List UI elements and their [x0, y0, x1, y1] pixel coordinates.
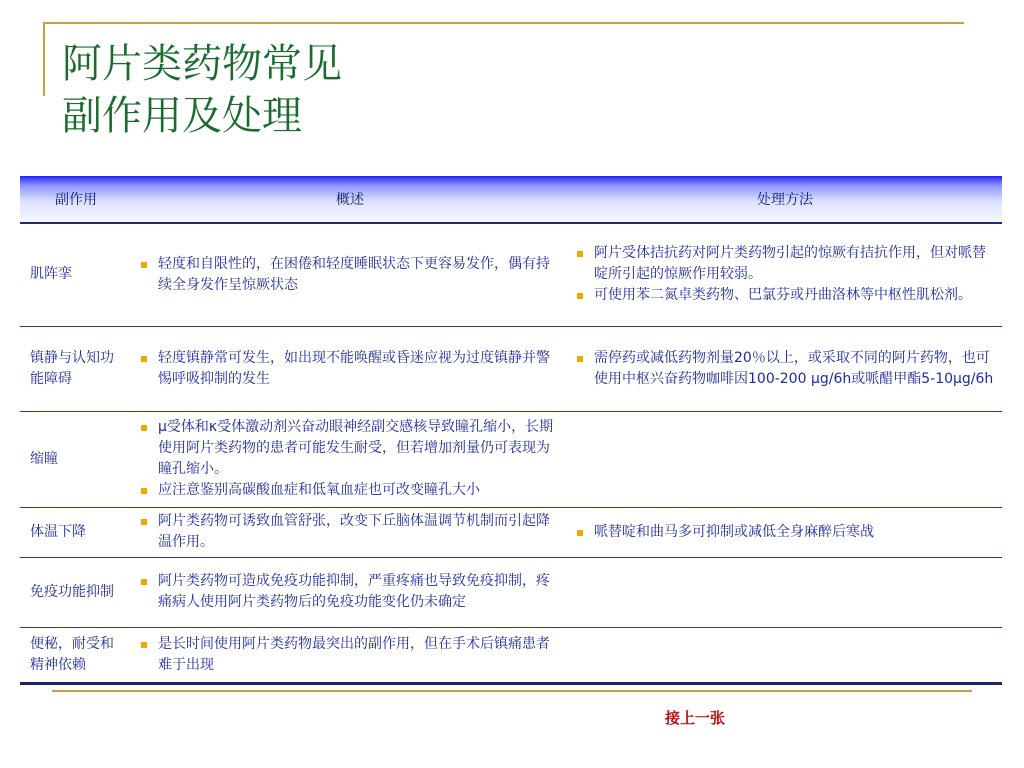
overview-bullet-item: 轻度镇静常可发生，如出现不能唤醒或昏迷应视为过度镇静并警惕呼吸抑制的发生 — [138, 348, 562, 390]
side-effects-table — [20, 176, 1002, 685]
overview-bullet-item: 轻度和自限性的，在困倦和轻度睡眠状态下更容易发作，偶有持续全身发作呈惊厥状态 — [138, 254, 562, 296]
overview-cell — [132, 557, 568, 627]
side-effects-table-container — [20, 176, 1002, 685]
table-row — [20, 326, 1002, 411]
treatment-cell — [568, 223, 1002, 326]
overview-bullet-item: 应注意鉴别高碳酸血症和低氧血症也可改变瞳孔大小 — [138, 480, 562, 501]
table-row — [20, 557, 1002, 627]
overview-cell — [132, 627, 568, 683]
overview-bullet-list — [138, 348, 562, 390]
overview-bullet-item: 是长时间使用阿片类药物最突出的副作用，但在手术后镇痛患者难于出现 — [138, 634, 562, 676]
treatment-cell — [568, 411, 1002, 507]
side-effect-cell: 便秘，耐受和精神依赖 — [20, 627, 132, 683]
overview-bullet-list — [138, 417, 562, 501]
overview-cell — [132, 223, 568, 326]
slide-title — [62, 38, 342, 142]
column-header-treatment: 处理方法 — [568, 176, 1002, 223]
bottom-accent-line — [52, 690, 972, 692]
treatment-bullet-item: 阿片受体拮抗药对阿片类药物引起的惊厥有拮抗作用，但对哌替啶所引起的惊厥作用较弱。 — [574, 243, 996, 285]
overview-cell — [132, 411, 568, 507]
slide-title-line-1: 阿片类药物常见 — [62, 41, 342, 87]
treatment-bullet-list — [574, 243, 996, 306]
overview-bullet-list — [138, 511, 562, 553]
overview-bullet-item: 阿片类药物可诱致血管舒张，改变下丘脑体温调节机制而引起降温作用。 — [138, 511, 562, 553]
treatment-bullet-item: 需停药或减低药物剂量20％以上，或采取不同的阿片药物，也可使用中枢兴奋药物咖啡因100-200 μg/6h或哌醋甲酯5-10μg/6h — [574, 348, 996, 390]
treatment-cell — [568, 326, 1002, 411]
overview-bullet-list — [138, 571, 562, 613]
treatment-bullet-item: 可使用苯二氮卓类药物、巴氯芬或丹曲洛林等中枢性肌松剂。 — [574, 285, 996, 306]
treatment-bullet-list — [574, 522, 996, 543]
side-effect-cell: 肌阵挛 — [20, 223, 132, 326]
title-accent-horizontal-line — [44, 22, 964, 24]
treatment-cell — [568, 507, 1002, 557]
treatment-bullet-list — [574, 348, 996, 390]
side-effect-cell: 镇静与认知功能障碍 — [20, 326, 132, 411]
overview-bullet-list — [138, 634, 562, 676]
table-header-row — [20, 176, 1002, 223]
column-header-overview: 概述 — [132, 176, 568, 223]
continue-previous-link[interactable]: 接上一张 — [665, 709, 726, 727]
table-row — [20, 411, 1002, 507]
treatment-cell — [568, 557, 1002, 627]
overview-bullet-list — [138, 254, 562, 296]
slide-title-line-2: 副作用及处理 — [62, 93, 302, 139]
table-row — [20, 627, 1002, 683]
column-header-side-effect: 副作用 — [20, 176, 132, 223]
treatment-cell — [568, 627, 1002, 683]
table-row — [20, 507, 1002, 557]
overview-cell — [132, 507, 568, 557]
overview-bullet-item: 阿片类药物可造成免疫功能抑制，严重疼痛也导致免疫抑制，疼痛病人使用阿片类药物后的免疫功能变化仍未确定 — [138, 571, 562, 613]
side-effect-cell: 缩瞳 — [20, 411, 132, 507]
overview-cell — [132, 326, 568, 411]
title-accent-vertical-line — [43, 22, 45, 96]
side-effect-cell: 体温下降 — [20, 507, 132, 557]
side-effect-cell: 免疫功能抑制 — [20, 557, 132, 627]
overview-bullet-item: μ受体和κ受体激动剂兴奋动眼神经副交感核导致瞳孔缩小，长期使用阿片类药物的患者可能发生耐受，但若增加剂量仍可表现为瞳孔缩小。 — [138, 417, 562, 480]
treatment-bullet-item: 哌替啶和曲马多可抑制或减低全身麻醉后寒战 — [574, 522, 996, 543]
table-row — [20, 223, 1002, 326]
